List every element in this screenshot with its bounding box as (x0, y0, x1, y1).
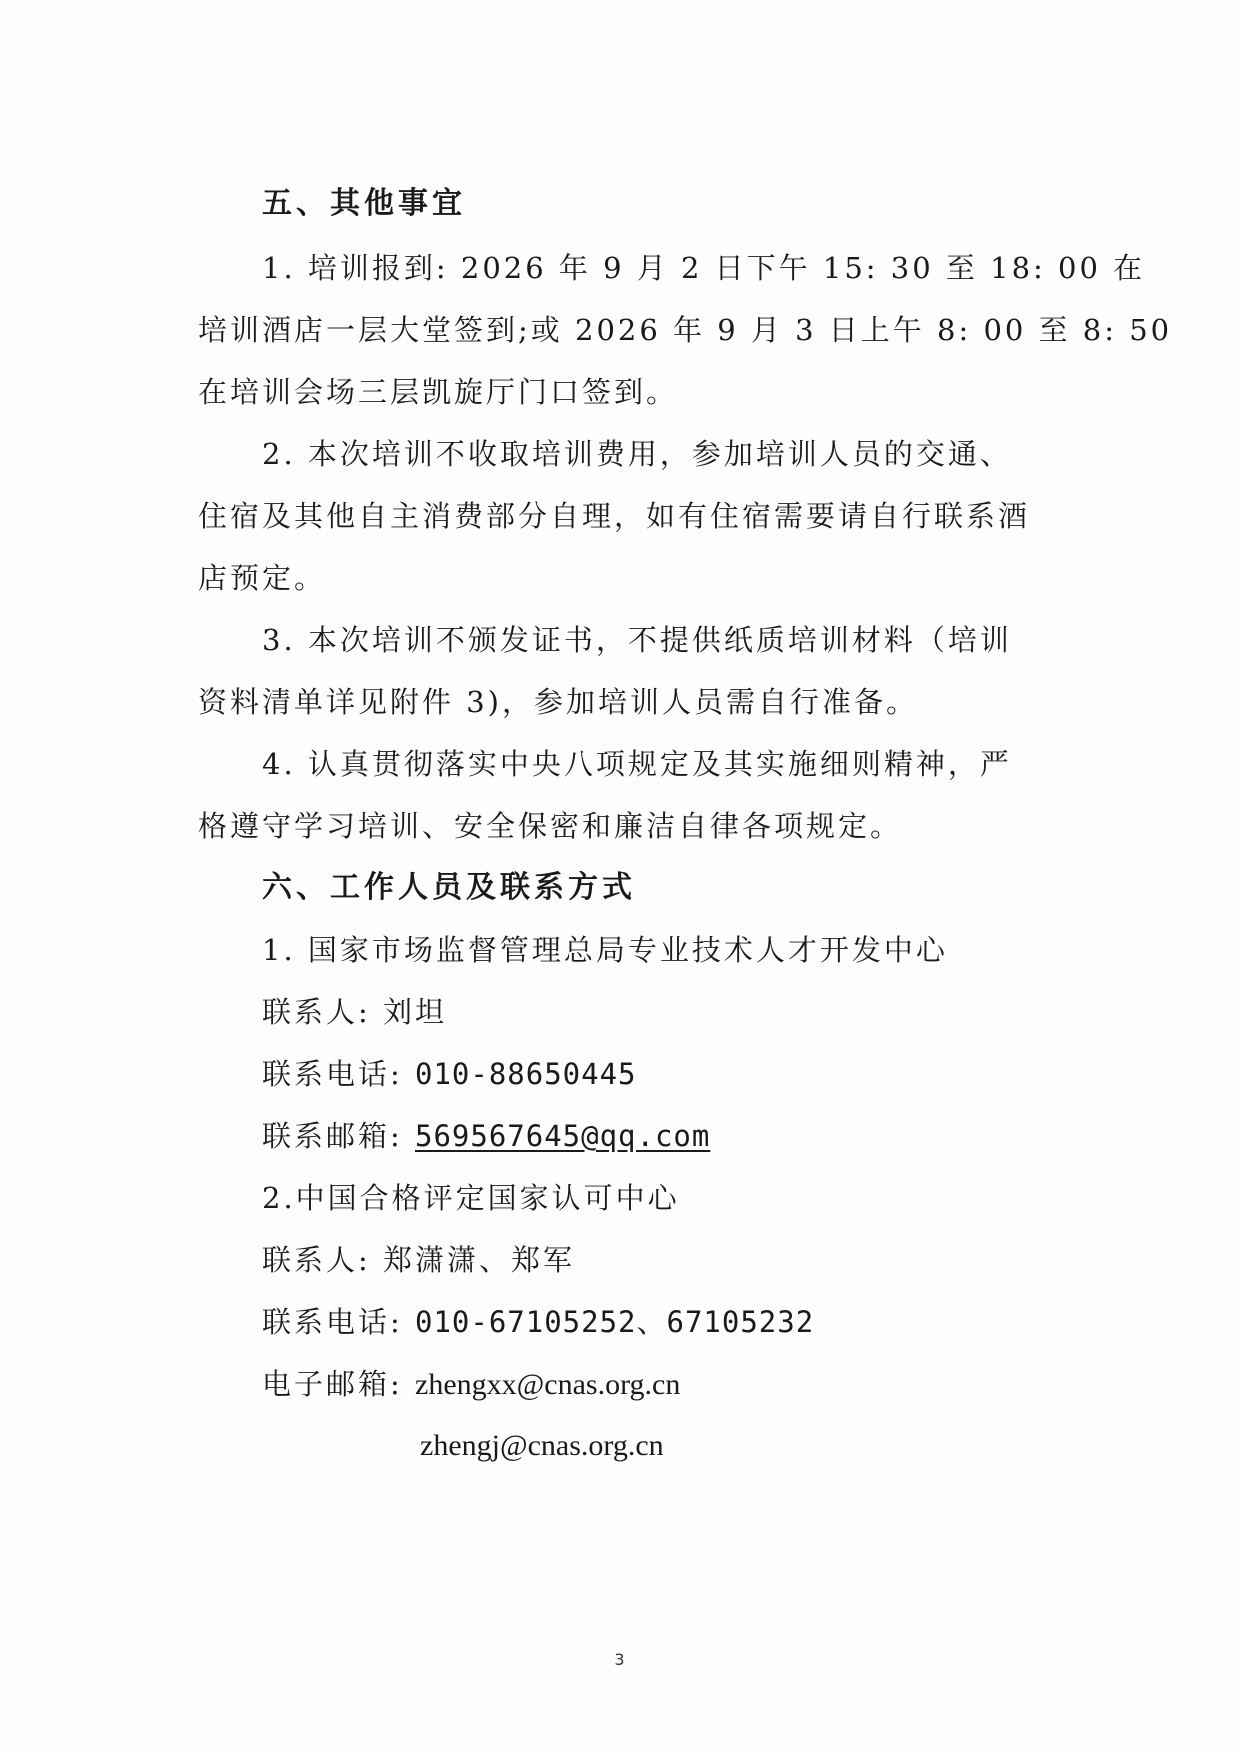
org1-email-link[interactable]: 569567645@qq.com (415, 1119, 711, 1153)
org2-contact-value: 郑潇潇、郑军 (383, 1243, 576, 1277)
org1-name: 1. 国家市场监督管理总局专业技术人才开发中心 (262, 933, 948, 967)
item2-line3: 店预定。 (198, 561, 327, 595)
org2-email-row (262, 1364, 680, 1405)
org2-contact-row (262, 1240, 575, 1280)
org2-phone-value: 010-67105252、67105232 (415, 1305, 815, 1339)
section-heading-other-matters: 五、其他事宜 (262, 186, 466, 221)
org2-phone-row (262, 1302, 814, 1342)
org1-contact-value: 刘坦 (383, 995, 448, 1029)
org2-email-value-2: zhengj@cnas.org.cn (420, 1429, 664, 1462)
item2-line2: 住宿及其他自主消费部分自理，如有住宿需要请自行联系酒 (198, 499, 1031, 533)
item1-line3: 在培训会场三层凯旋厅门口签到。 (198, 375, 679, 409)
org1-phone-label: 联系电话: (262, 1057, 415, 1091)
section-heading-staff-contacts: 六、工作人员及联系方式 (262, 870, 636, 905)
item3-line1: 3. 本次培训不颁发证书，不提供纸质培训材料（培训 (262, 623, 1012, 657)
org1-phone-row (262, 1054, 637, 1094)
org1-contact-label: 联系人: (262, 995, 383, 1029)
page-number: 3 (614, 1650, 625, 1669)
org2-email-label: 电子邮箱: (262, 1367, 415, 1401)
item4-line2: 格遵守学习培训、安全保密和廉洁自律各项规定。 (198, 809, 903, 843)
item2-line1: 2. 本次培训不收取培训费用，参加培训人员的交通、 (262, 437, 1012, 471)
item1-line1: 1. 培训报到: 2026 年 9 月 2 日下午 15: 30 至 18: 00 在 (262, 251, 1146, 285)
org1-phone-value: 010-88650445 (415, 1057, 637, 1091)
item4-line1: 4. 认真贯彻落实中央八项规定及其实施细则精神，严 (262, 747, 1012, 781)
org1-email-row (262, 1116, 710, 1156)
org1-email-label: 联系邮箱: (262, 1119, 415, 1153)
org2-contact-label: 联系人: (262, 1243, 383, 1277)
item3-line2: 资料清单详见附件 3)，参加培训人员需自行准备。 (198, 685, 918, 719)
org2-phone-label: 联系电话: (262, 1305, 415, 1339)
org2-name: 2.中国合格评定国家认可中心 (262, 1181, 680, 1215)
item1-line2: 培训酒店一层大堂签到;或 2026 年 9 月 3 日上午 8: 00 至 8: 50 (198, 313, 1173, 347)
org2-email-value-1: zhengxx@cnas.org.cn (415, 1368, 681, 1401)
org1-contact-row (262, 992, 447, 1032)
